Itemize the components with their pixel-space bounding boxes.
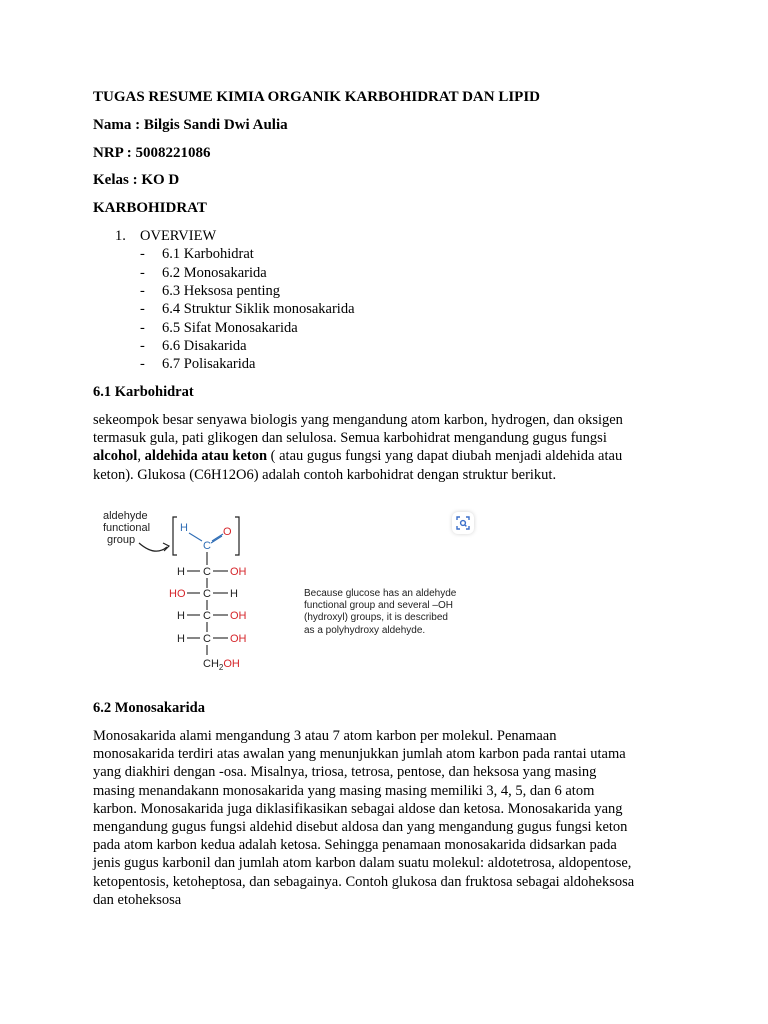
row1-left: H — [177, 566, 185, 578]
list-bullet: - — [140, 265, 145, 281]
paragraph-line: pada atom karbon kedua adalah ketosa. Sehingga penamaan monosakarida didsarkan pada — [93, 837, 617, 854]
row2-right: H — [230, 588, 238, 600]
list-bullet: - — [140, 301, 145, 317]
bottom-ch: $CH_2OH$ — [203, 658, 240, 672]
image-search-button[interactable] — [452, 512, 474, 534]
caption-line: functional group and several –OH — [304, 600, 453, 612]
list-item: 6.2 Monosakarida — [162, 265, 267, 281]
list-item: 6.3 Heksosa penting — [162, 283, 280, 299]
monosakarida-heading: 6.2 Monosakarida — [93, 700, 205, 716]
paragraph-line: masing menandakann monosakarida yang masing masing memiliki 3, 4, 5, dan 6 atom — [93, 782, 595, 799]
figure-label-line: aldehyde — [103, 510, 148, 522]
paragraph-line: Monosakarida alami mengandung 3 atau 7 atom karbon per molekul. Penamaan — [93, 728, 557, 744]
bracket-left-icon — [173, 517, 177, 555]
row1-right: OH — [230, 566, 247, 578]
caption-line: (hydroxyl) groups, it is described — [304, 612, 448, 624]
class-line: Kelas : KO D — [93, 172, 180, 188]
aldehyde-o-atom: O — [223, 526, 232, 538]
paragraph-line: dan etoheksosa — [93, 891, 182, 908]
karbohidrat-heading: 6.1 Karbohidrat — [93, 384, 194, 400]
arrow-icon — [139, 543, 167, 551]
row2-left: HO — [169, 588, 186, 600]
bracket-right-icon — [235, 517, 239, 555]
list-item: 6.7 Polisakarida — [162, 356, 256, 372]
aldehyde-c-atom: C — [203, 540, 211, 552]
row2-carbon: C — [203, 588, 211, 600]
lens-scan-icon — [456, 516, 470, 530]
section-heading: KARBOHIDRAT — [93, 200, 207, 216]
row3-carbon: C — [203, 610, 211, 622]
paragraph-line: karbon. Monosakarida juga diklasifikasikan sebagai aldose dan ketosa. Monosakarida yang — [93, 800, 623, 817]
paragraph-line — [93, 447, 683, 465]
overview-number: 1. — [115, 228, 126, 244]
row3-left: H — [177, 610, 185, 622]
figure-label-line: functional — [103, 522, 151, 534]
paragraph-line: jenis gugus karbonil dan jumlah atom karbon dalam suatu molekul: aldotetrosa, aldopentose, — [93, 855, 632, 872]
caption-line: as a polyhydroxy aldehyde. — [304, 624, 426, 636]
paragraph-line: ketopentosis, ketoheptosa, dan sebagainya. Contoh glukosa dan fruktosa sebagai aldoheksosa — [93, 873, 635, 890]
list-bullet: - — [140, 338, 145, 354]
paragraph-line: monosakarida terdiri atas awalan yang menunjukkan jumlah atom karbon pada rantai utama — [93, 746, 626, 763]
row1-carbon: C — [203, 566, 211, 578]
paragraph-line: yang diakhiri dengan -osa. Misalnya, triosa, tetrosa, pentose, dan heksosa yang masing — [93, 764, 597, 781]
paragraph-line: sekeompok besar senyawa biologis yang mengandung atom karbon, hydrogen, dan oksigen — [93, 412, 623, 428]
row3-right: OH — [230, 610, 247, 622]
document-title: TUGAS RESUME KIMIA ORGANIK KARBOHIDRAT DAN LIPID — [93, 89, 540, 105]
row4-left: H — [177, 633, 185, 645]
list-item: 6.5 Sifat Monosakarida — [162, 320, 298, 336]
figure-label-line: group — [107, 534, 136, 546]
row4-right: OH — [230, 633, 247, 645]
paragraph-line: keton). Glukosa (C6H12O6) adalah contoh karbohidrat dengan struktur berikut. — [93, 466, 557, 483]
list-item: 6.1 Karbohidrat — [162, 246, 254, 262]
paragraph-line: mengandung gugus fungsi aldehid disebut aldosa dan yang mengandung gugus fungsi keton — [93, 819, 628, 836]
list-item: 6.4 Struktur Siklik monosakarida — [162, 301, 355, 317]
separator: , — [137, 448, 145, 465]
list-item: 6.6 Disakarida — [162, 338, 247, 354]
list-bullet: - — [140, 320, 145, 336]
row4-carbon: C — [203, 633, 211, 645]
karbohidrat-paragraph — [93, 411, 683, 484]
bold-term-alcohol: alcohol — [93, 448, 138, 465]
monosakarida-paragraph — [93, 727, 683, 909]
name-line: Nama : Bilgis Sandi Dwi Aulia — [93, 117, 288, 133]
paragraph-line: termasuk gula, pati glikogen dan selulosa. Semua karbohidrat mengandung gugus fungsi — [93, 430, 607, 447]
bold-term-aldehida: aldehida atau keton — [144, 448, 268, 465]
line-rest: ( atau gugus fungsi yang dapat diubah menjadi aldehida atau — [267, 448, 623, 465]
nrp-line: NRP : 5008221086 — [93, 145, 211, 161]
overview-label: OVERVIEW — [140, 228, 217, 244]
list-bullet: - — [140, 283, 145, 299]
figure-caption — [304, 588, 456, 637]
list-bullet: - — [140, 246, 145, 262]
aldehyde-h-atom: H — [180, 522, 188, 534]
caption-line: Because glucose has an aldehyde — [304, 588, 457, 599]
list-bullet: - — [140, 356, 145, 372]
